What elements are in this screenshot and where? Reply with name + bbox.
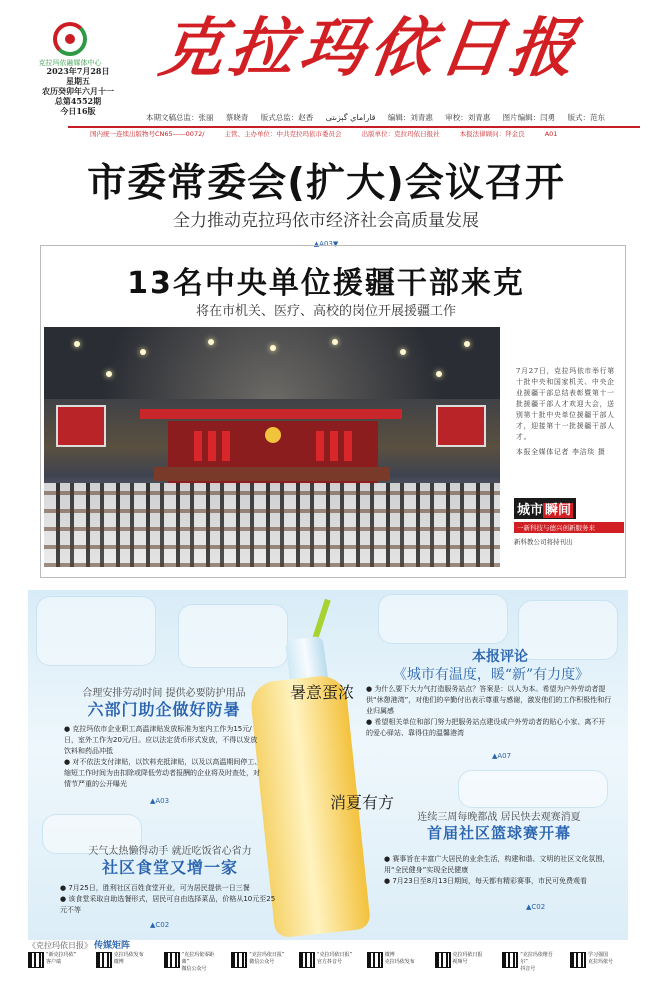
red-flag: [344, 431, 352, 461]
rostrum-desk: [154, 467, 390, 481]
media-center-logo: [20, 22, 120, 68]
red-flag: [316, 431, 324, 461]
qr-code-icon[interactable]: [570, 952, 586, 968]
channel-type: 微信公众号: [249, 959, 275, 965]
channel-name: “克拉玛依维吾尔”: [520, 952, 553, 965]
channel-name: “克拉玛依日报”: [317, 952, 353, 958]
slogan-cool: 消夏有方: [330, 793, 395, 812]
basketball-summary: [384, 854, 616, 887]
summary-point: ● 赛事旨在丰富广大居民的业余生活，构建和谐、文明的社区文化氛围，用“全民健身”实现全民健康: [384, 855, 610, 874]
story-subheadline: 将在市机关、医疗、高校的岗位开展援疆工作: [195, 304, 456, 319]
page-number: A01: [544, 130, 558, 138]
red-flag: [330, 431, 338, 461]
page-ref-link[interactable]: ▲C02: [150, 921, 170, 929]
media-channel[interactable]: [28, 952, 86, 992]
caption-text: 7月27日，克拉玛依市举行第十批中央和国家机关、中央企业援疆干部总结表彰暨第十一批援疆干部人才欢迎大会，送别第十批中央单位援疆干部人才，迎接第十一批援疆干部人才。: [516, 367, 615, 441]
media-channel[interactable]: [435, 952, 493, 992]
media-matrix-heading: [28, 938, 130, 951]
media-channel[interactable]: [299, 952, 357, 992]
city-flash-tag-label: 城市: [517, 503, 544, 518]
canteen-summary: [60, 883, 280, 916]
side-screen-left: [56, 405, 106, 447]
channel-type: 抖音号: [520, 966, 536, 972]
city-flash-tag: [514, 498, 576, 519]
page-ref-link[interactable]: ▲C02: [526, 903, 546, 911]
channel-type: 微博: [113, 959, 124, 965]
city-flash-box[interactable]: [514, 498, 624, 556]
media-center-logo-icon: [53, 22, 87, 56]
summary-point: ● 希望相关单位和部门努力把服务站点建设成户外劳动者的贴心小家、离不开的爱心驿站、靠得住的温馨港湾: [366, 718, 606, 737]
summary-point: ● 7月23日至8月13日期间，每天都有精彩赛事，市民可免费观看: [384, 877, 588, 885]
staff-line: [146, 112, 615, 123]
ceiling-light: [400, 349, 406, 355]
newspaper-nameplate: 克拉玛依日报: [154, 11, 586, 86]
issue-page-count: 今日16版: [60, 106, 96, 116]
channel-type: 克拉玛依号: [588, 959, 614, 965]
staff-item: 蔡晓青: [225, 113, 249, 122]
ceiling-light: [106, 371, 112, 377]
channel-type: 客户端: [46, 959, 62, 965]
issue-weekday: 星期五: [66, 76, 90, 86]
city-flash-headline: 一新科技与德兴创新服务来: [514, 522, 624, 533]
qr-code-icon[interactable]: [367, 952, 383, 968]
city-flash-tag-accent: 瞬间: [545, 503, 572, 518]
media-matrix-title: 传媒矩阵: [94, 941, 131, 951]
channel-name: 克拉玛依日报: [452, 952, 483, 958]
photo-byline: 本报全媒体记者 李洁琰 摄: [516, 448, 606, 456]
conference-photo[interactable]: [44, 327, 500, 567]
ceiling-light: [140, 349, 146, 355]
channel-name: 克拉玛依发布: [113, 952, 144, 958]
issue-date: 2023年7月28日: [46, 66, 110, 76]
city-flash-note: 新科教公司将持刊出: [514, 538, 573, 546]
issue-lunar-date: 农历癸卯年六月十一: [42, 86, 114, 96]
channel-type: 微信公众号: [181, 966, 207, 972]
channel-type: 官方抖音号: [317, 959, 343, 965]
slogan-summer: 暑意蛋浓: [290, 683, 355, 702]
red-flag: [208, 431, 216, 461]
publication-info-text: [90, 129, 575, 138]
ceiling-light: [74, 341, 80, 347]
qr-code-icon[interactable]: [502, 952, 518, 968]
qr-code-icon[interactable]: [435, 952, 451, 968]
page-ref-link[interactable]: ▲A03▼: [313, 240, 339, 248]
media-channel[interactable]: [231, 952, 289, 992]
page-ref-link[interactable]: ▲A07: [492, 752, 512, 760]
page-ref-link[interactable]: ▲A03: [150, 797, 170, 805]
media-channel[interactable]: [96, 952, 154, 992]
qr-code-icon[interactable]: [231, 952, 247, 968]
ceiling-light: [270, 345, 276, 351]
qr-code-icon[interactable]: [96, 952, 112, 968]
summary-point: ● 为什么要下大力气打造服务站点？答案是：以人为本。希望为户外劳动者提供“休憩港湾”，对他们的辛勤付出表示尊重与感谢，激发他们的工作积极性和行业归属感: [366, 685, 612, 715]
commentary-kicker: 本报评论: [472, 649, 528, 665]
lead-headline[interactable]: 市委常委会(扩大)会议召开: [87, 161, 565, 206]
ceiling-light: [436, 371, 442, 377]
channel-name: 学习强国: [588, 952, 609, 958]
divider: [68, 126, 640, 128]
issue-number: 总第4552期: [54, 96, 102, 106]
red-flag: [222, 431, 230, 461]
channel-name: “克拉玛依日报”: [249, 952, 285, 958]
staff-item: 版式总监：赵香: [260, 113, 314, 122]
basketball-kicker: 连续三周每晚都战 居民快去观赛消夏: [417, 812, 581, 823]
party-emblem-icon: [265, 427, 281, 443]
ice-cube-decoration: [458, 770, 608, 808]
media-channel[interactable]: [502, 952, 560, 992]
uyghur-nameplate: قاراماي گېزىتى: [325, 113, 376, 122]
issue-info: [38, 66, 118, 116]
channel-name: “新克拉玛依”: [46, 952, 77, 958]
story-headline[interactable]: 13名中央单位援疆干部来克: [127, 266, 525, 301]
summary-point: ● 该食堂采取自助选餐形式，居民可自由选择菜品，价格从10元至25元不等: [60, 895, 276, 914]
canteen-headline[interactable]: 社区食堂又增一家: [101, 858, 238, 877]
summary-point: ● 克拉玛依市企业职工高温津贴发放标准为室内工作为15元/日，室外工作为20元/日。应以法定货币形式发放，不得以发放饮料和药品冲抵: [64, 725, 258, 755]
labor-summary: [64, 724, 264, 790]
ceiling-light: [208, 339, 214, 345]
media-matrix: [28, 952, 628, 992]
stage-banner: [140, 409, 402, 419]
canteen-kicker: 天气太热懒得动手 就近吃饭省心省力: [88, 846, 252, 857]
media-matrix-paper: 《克拉玛依日报》: [28, 941, 92, 950]
media-center-name: 克拉玛依融媒体中心: [38, 59, 102, 67]
staff-item: 本期文稿总监：张丽: [146, 113, 214, 122]
basketball-headline[interactable]: 首届社区篮球赛开幕: [426, 824, 571, 842]
staff-item: 编辑：刘青惠: [387, 113, 433, 122]
media-channel[interactable]: [164, 952, 222, 992]
channel-type: 克拉玛依发布: [384, 959, 415, 965]
side-screen-right: [436, 405, 486, 447]
publication-info-item: 国内统一连续出版物号CN65——0072/: [90, 130, 205, 138]
channel-type: 视频号: [452, 959, 468, 965]
qr-code-icon[interactable]: [299, 952, 315, 968]
media-channel[interactable]: [570, 952, 628, 992]
summary-point: ● 7月25日，胜利社区百姓食堂开业，可为居民提供一日三餐: [60, 884, 250, 892]
summary-point: ● 对不依法支付津贴，以饮料充抵津贴，以及以高温期间停工、缩短工作时间为由扣除或降低劳动者报酬的企业将及时查处，对情节严重的公开曝光: [64, 758, 262, 788]
ice-cube-decoration: [378, 594, 508, 644]
ice-cube-decoration: [36, 596, 156, 666]
masthead: [0, 0, 652, 138]
labor-kicker: 合理安排劳动时间 提供必要防护用品: [82, 688, 246, 699]
audience-rows: [44, 483, 500, 567]
photo-caption: [516, 366, 620, 458]
media-channel[interactable]: [367, 952, 425, 992]
commentary-summary: [366, 684, 612, 739]
publication-info-item: 本报法律顾问：拜金良: [459, 130, 525, 138]
staff-item: 审校：刘青惠: [445, 113, 491, 122]
publication-info-item: 出版单位：克拉玛依日报社: [361, 130, 440, 138]
publication-info-item: 主管、主办单位：中共克拉玛依市委员会: [224, 130, 342, 138]
staff-item: 版式：范东: [567, 113, 606, 122]
staff-item: 图片编辑：闫勇: [502, 113, 556, 122]
ceiling-light: [464, 341, 470, 347]
lead-subheadline: 全力推动克拉玛依市经济社会高质量发展: [173, 211, 479, 231]
labor-headline[interactable]: 六部门助企做好防暑: [87, 700, 241, 719]
channel-name: 微博: [384, 952, 395, 958]
ceiling-light: [332, 339, 338, 345]
photo-ceiling: [44, 327, 500, 399]
commentary-headline[interactable]: 《城市有温度，暖“新”有力度》: [392, 667, 590, 683]
red-flag: [194, 431, 202, 461]
qr-code-icon[interactable]: [164, 952, 180, 968]
publication-info-bar: [68, 126, 640, 138]
qr-code-icon[interactable]: [28, 952, 44, 968]
channel-name: “克拉玛依零距离”: [181, 952, 215, 965]
